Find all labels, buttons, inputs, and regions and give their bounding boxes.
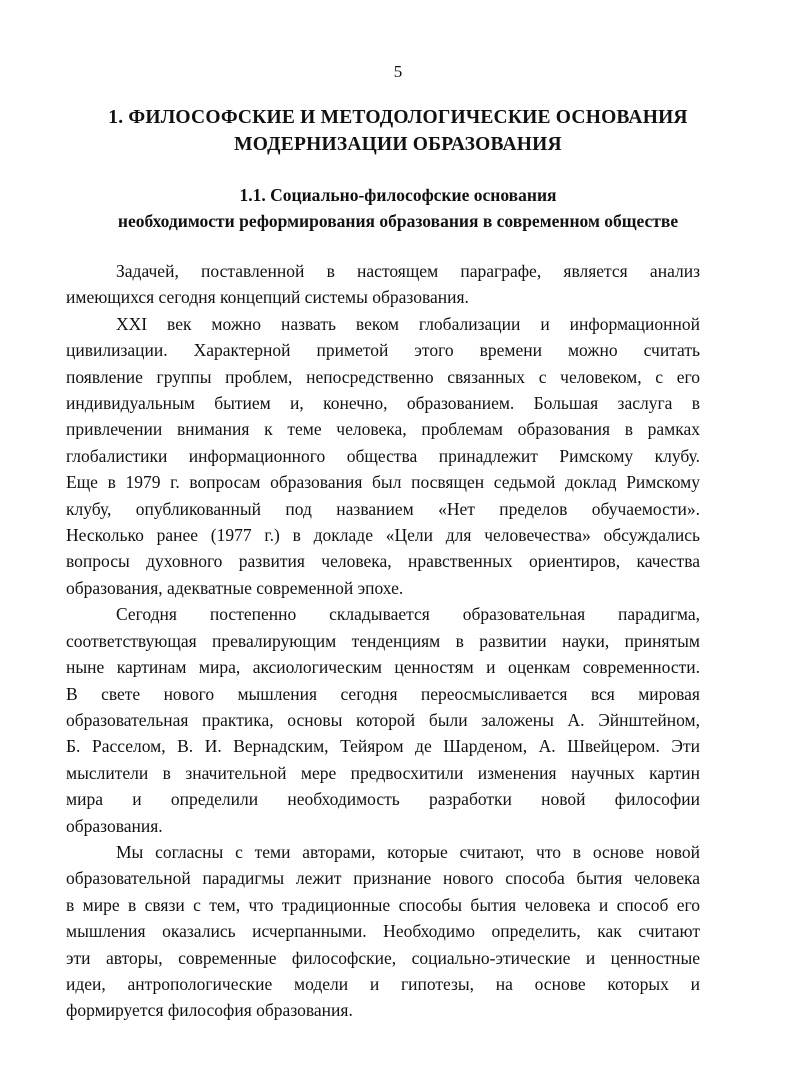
paragraph-line: имеющихся сегодня концепций системы образования. xyxy=(66,287,469,308)
paragraph-line: В свете нового мышления сегодня переосмысливается вся мировая xyxy=(66,683,700,704)
paragraph-line: мыслители в значительной мере предвосхитили изменения научных картин xyxy=(66,762,700,783)
paragraph-line: Несколько ранее (1977 г.) в докладе «Цели для человечества» обсуждались xyxy=(66,525,700,546)
body-text xyxy=(66,258,700,1024)
paragraph-line: глобалистики информационного общества принадлежит Римскому клубу. xyxy=(66,445,700,466)
paragraph-line: вопросы духовного развития человека, нравственных ориентиров, качества xyxy=(66,551,700,572)
paragraph-line: цивилизации. Характерной приметой этого времени можно считать xyxy=(66,340,700,361)
paragraph-line: образования. xyxy=(66,815,163,836)
paragraph-line: XXI век можно назвать веком глобализации и информационной xyxy=(116,313,700,334)
paragraph-line: привлечении внимания к теме человека, проблемам образования в рамках xyxy=(66,419,700,440)
paragraph-line: индивидуальным бытием и, конечно, образованием. Большая заслуга в xyxy=(66,393,700,414)
section-title-line: 1.1. Социально-философские основания xyxy=(239,185,557,205)
paragraph xyxy=(66,601,700,839)
chapter-title xyxy=(60,104,736,158)
paragraph xyxy=(66,258,700,311)
paragraph-line: формируется философия образования. xyxy=(66,1000,353,1021)
paragraph xyxy=(66,839,700,1024)
paragraph-line: соответствующая превалирующим тенденциям в развитии науки, принятым xyxy=(66,630,700,651)
paragraph-line: Б. Расселом, В. И. Вернадским, Тейяром де Шарденом, А. Швейцером. Эти xyxy=(66,736,700,757)
section-title-line: необходимости реформирования образования в современном обществе xyxy=(117,211,679,231)
paragraph-line: ныне картинам мира, аксиологическим ценностям и оценкам современности. xyxy=(66,657,700,678)
section-title xyxy=(40,182,756,234)
chapter-title-line: МОДЕРНИЗАЦИИ ОБРАЗОВАНИЯ xyxy=(234,134,562,155)
paragraph-line: Еще в 1979 г. вопросам образования был посвящен седьмой доклад Римскому xyxy=(66,472,700,493)
paragraph xyxy=(66,311,700,601)
paragraph-line: эти авторы, современные философские, социально-этические и ценностные xyxy=(66,947,700,968)
paragraph-line: образования, адекватные современной эпохе. xyxy=(66,577,404,598)
paragraph-line: Задачей, поставленной в настоящем параграфе, является анализ xyxy=(116,261,700,281)
paragraph-line: Сегодня постепенно складывается образовательная парадигма, xyxy=(116,604,700,625)
paragraph-line: мышления оказались исчерпанными. Необходимо определить, как считают xyxy=(66,921,700,942)
paragraph-line: идеи, антропологические модели и гипотезы, на основе которых и xyxy=(66,973,700,994)
paragraph-line: клубу, опубликованный под названием «Нет пределов обучаемости». xyxy=(66,498,700,519)
paragraph-line: образовательная практика, основы которой были заложены А. Эйнштейном, xyxy=(66,709,700,730)
paragraph-line: Мы согласны с теми авторами, которые считают, что в основе новой xyxy=(116,841,700,862)
paragraph-line: мира и определили необходимость разработки новой философии xyxy=(66,789,700,810)
page-number: 5 xyxy=(393,62,403,81)
paragraph-line: появление группы проблем, непосредственно связанных с человеком, с его xyxy=(66,366,700,387)
paragraph-line: в мире в связи с тем, что традиционные способы бытия человека и способ его xyxy=(66,894,700,915)
paragraph-line: образовательной парадигмы лежит признание нового способа бытия человека xyxy=(66,868,700,889)
chapter-title-line: 1. ФИЛОСОФСКИЕ И МЕТОДОЛОГИЧЕСКИЕ ОСНОВАНИЯ xyxy=(108,107,688,128)
